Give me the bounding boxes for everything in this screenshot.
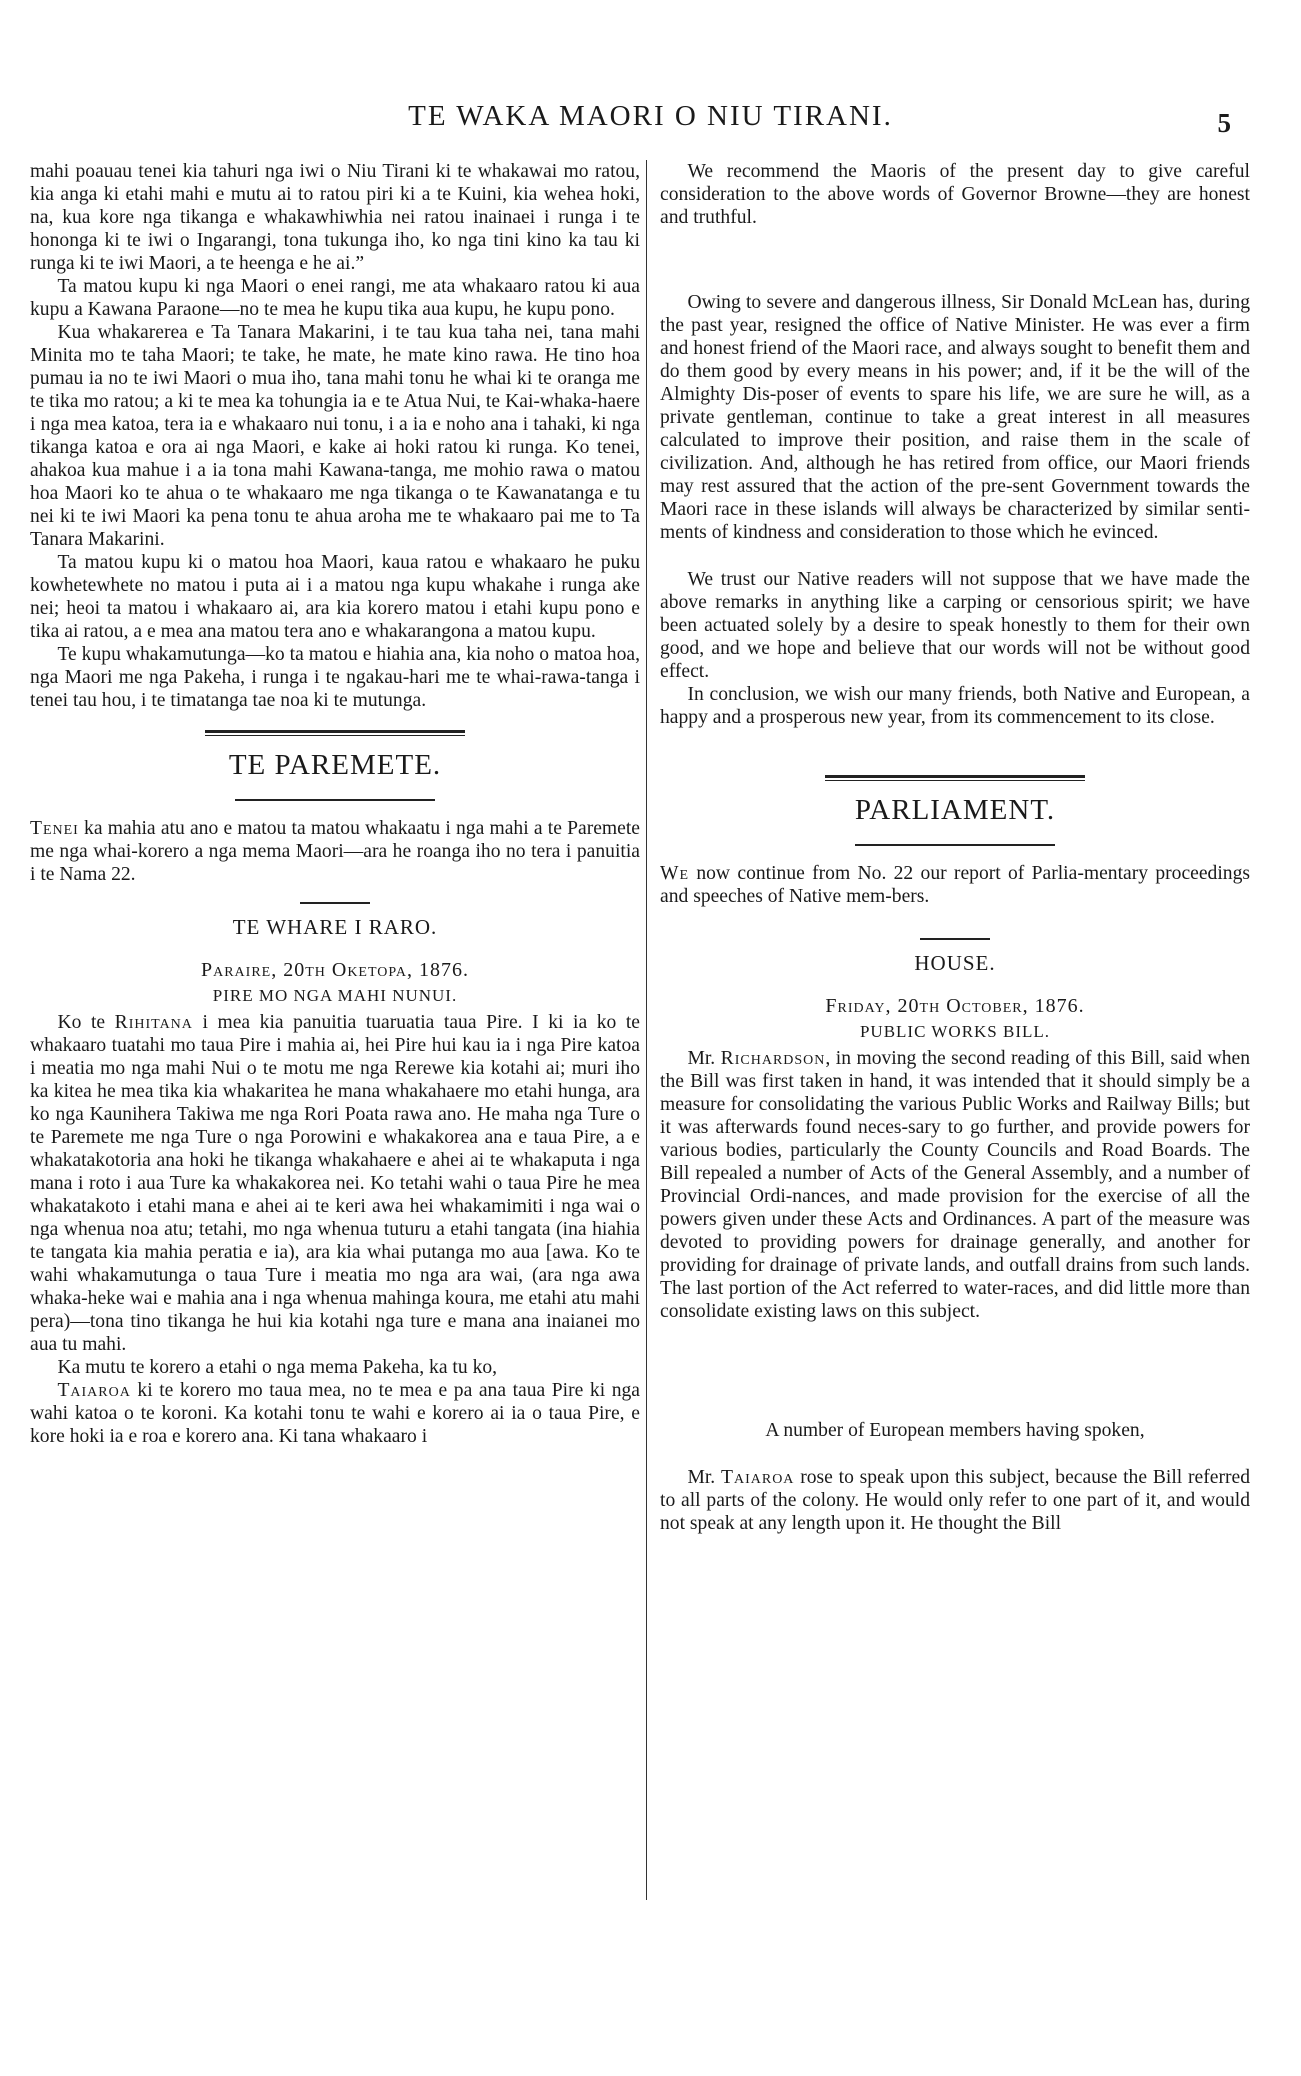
speaker-name: Rihitana [114, 1012, 193, 1033]
left-paragraph: Kua whakarerea e Ta Tanara Makarini, i te tau kua taha nei, tana mahi Minita mo te taha Maori; te take, he mate, he mate kino rawa. He tino hoa pumau ia no te iwi Maori o mua iho, tana mahi tonu he whai ki te oranga me te tika mo ratou; a ki te mea ka tohungia ia e te Atua Nui, te Kai-whaka-haere i nga mea katoa, tera ia e whakaaro nui tonu, i a ia e noho ana i tahaki, ki nga tikanga katoa e ora ai nga Maori, e kake ai hoki ratou ki runga. Ko tenei, ahakoa kua mahue i a ia tona mahi Kawana-tanga, me mohio rawa o matou hoa Maori ko te ahua o te whakaaro me nga tikanga o te Kawanatanga e tu nei ki te iwi Maori ka pena tonu te ahua aroha me te whakaaro pai me to Ta Tanara Makarini. [30, 322, 640, 550]
section-divider [205, 730, 465, 736]
section-title-paremete: TE PAREMETE. [228, 749, 442, 781]
sitting-date: Paraire, 20th Oketopa, 1876. [200, 959, 470, 981]
left-paragraph: Te kupu whakamutunga—ko ta matou e hiahia ana, kia noho o matoa hoa, nga Maori me nga Pakeha, i runga i te ngakau-hari me te whai-rawa-tanga i tenei tau hou, i te timatanga tae noa ki te mutunga. [30, 644, 640, 711]
sitting-date: Friday, 20th October, 1876. [825, 995, 1085, 1017]
text-fragment: Mr. [687, 1467, 721, 1488]
bill-title: PUBLIC WORKS BILL. [859, 1022, 1051, 1041]
left-paragraph: i mea kia panuitia tuaruatia taua Pire. I ki ia ko te whakaaro tuatahi mo taua Pire i mahia ai, hei Pire hui kau ia i nga Pire katoa i meatia mo nga mahi Nui o te motu me nga Rerewe kia kotahi ai; muri iho ka kitea he mea tika kia whakaritea he mana whakahaere mo etahi hunga, ara ko nga Kaunihera Takiwa me nga Rori Poata rawa ano. He maha nga Ture o te Paremete me nga Ture o nga Porowini e whakakorea ana e taua Pire, a e whakatakotoria ana hoki he tikanga whakahaere e ahei ai te whakaputa i nga mana i roto i aua Ture ka whakakorea nei. Ko tetahi wahi o taua Pire he mea whakatakoto i etahi mana e ahei ai te keri awa hei whakamimiti i nga wai o nga whenua noa atu; tetahi, mo nga whenua tuturu a etahi tangata (ina hiahia te tangata kia mahia peratia e ia), ara kia whai putanga mo aua [awa. Ko te wahi whakamutunga o taua Ture i meatia mo nga ara wai, (ara nga awa whaka-heke wai e mahia ana i nga whenua mahinga koura, me etahi atu mahi pera)—tona tino tikanga he hui kia kotahi nga ture e mana ana inaianei mo aua tu mahi. [30, 1012, 640, 1355]
right-paragraph: rose to speak upon this subject, because the Bill referred to all parts of the colony. He would only refer to one part of it, and would not speak at any length upon it. He thought the Bill [660, 1467, 1250, 1534]
section-divider [855, 844, 1055, 846]
speaker-name: Taiaroa [721, 1467, 795, 1488]
page-header [0, 100, 1301, 144]
right-paragraph: , in moving the second reading of this Bill, said when the Bill was first taken in hand, it was intended that it should simply be a measure for consolidating the various Public Works and Railway Bills; but it was afterwards found neces-sary to go further, and provide powers for various bodies, particularly the County Councils and Road Boards. The Bill repealed a number of Acts of the General Assembly, and a number of Provincial Ordi-nances, and made provision for the exercise of all the powers given under these Acts and Ordinances. A part of the measure was devoted to providing powers for drainage generally, and another for providing for drainage of private lands, and outfall drains from such lands. The last portion of the Act referred to water-races, and did little more than consolidate existing laws on this subject. [660, 1048, 1250, 1322]
section-divider [825, 775, 1085, 781]
left-paragraph: ka mahia atu ano e matou ta matou whakaatu i nga mahi a te Paremete me nga whai-korero a nga mema Maori—ara he roanga iho no tera i panuitia i te Nama 22. [30, 818, 640, 885]
column-divider [646, 160, 647, 1900]
page-number: 5 [1217, 108, 1231, 138]
left-paragraph: Ta matou kupu ki o matou hoa Maori, kaua ratou e whakaaro he puku kowhetewhete no matou i puta ai i a matou nga kupu whakahe i runga ake nei; heoi ta matou i whakaaro ai, ara kia korero matou i etahi kupu pono e tika ai ratou, a e mea ana matou tera ano e whakarangona a matou kupu. [30, 552, 640, 642]
left-paragraph: ki te korero mo taua mea, no te mea e pa ana taua Pire ki nga wahi katoa o te koroni. Ka kotahi tonu te wahi e korero ai ia o taua Pire, e kore hoki ia e roa e korero ana. Ki tana whakaaro i [30, 1380, 640, 1447]
right-column [660, 160, 1250, 1535]
text-fragment: Ko te [57, 1012, 115, 1033]
right-paragraph: A number of European members having spoken, [765, 1420, 1145, 1441]
right-paragraph: We recommend the Maoris of the present day to give careful consideration to the above words of Governor Browne—they are honest and truthful. [660, 161, 1250, 228]
bill-title: PIRE MO NGA MAHI NUNUI. [212, 986, 458, 1005]
text-fragment: Mr. [687, 1048, 721, 1069]
section-title-whare: TE WHARE I RARO. [232, 915, 438, 939]
section-title-house: HOUSE. [914, 951, 996, 975]
left-paragraph: Ka mutu te korero a etahi o nga mema Pakeha, ka tu ko, [57, 1357, 498, 1378]
right-paragraph: In conclusion, we wish our many friends, both Native and European, a happy and a prosperous new year, from its commencement to its close. [660, 684, 1250, 728]
right-paragraph: Owing to severe and dangerous illness, Sir Donald McLean has, during the past year, resigned the office of Native Minister. He was ever a firm and honest friend of the Maori race, and always sought to benefit them and do them good by every means in his power; and, if it be the will of the Almighty Dis-poser of events to spare his life, we are sure he will, as a private gentleman, continue to take a great interest in all measures calculated to improve their position, and raise them in the scale of civilization. And, although he has retired from office, our Maori friends may rest assured that the action of the pre-sent Government towards the Maori race in these islands will always be characterized by similar senti-ments of kindness and consideration to those which he evinced. [660, 292, 1250, 543]
section-title-parliament: PARLIAMENT. [854, 794, 1056, 826]
left-column [30, 160, 640, 1448]
lead-word: We [660, 863, 690, 884]
section-divider [235, 799, 435, 801]
left-paragraph: mahi poauau tenei kia tahuri nga iwi o Niu Tirani ki te whakawai mo ratou, kia anga ki etahi mahi e mutu ai to ratou piri ki a te Kuini, kia wehea hoki, na, kua kore nga tikanga e whakawhiwhia nei ratou inainaei i runga i te hononga ki te iwi o Ingarangi, tona tukunga iho, ko nga tini kino ka tau ki runga ki te iwi Maori, a te heenga e he ai.” [30, 161, 640, 274]
right-paragraph: now continue from No. 22 our report of Parlia-mentary proceedings and speeches of Native mem-bers. [660, 863, 1250, 907]
lead-word: Tenei [30, 818, 79, 839]
section-divider [300, 902, 370, 904]
section-divider [920, 938, 990, 940]
right-paragraph: We trust our Native readers will not suppose that we have made the above remarks in anything like a carping or censorious spirit; we have been actuated solely by a desire to speak honestly to them for their own good, and we hope and believe that our words will not be without good effect. [660, 569, 1250, 682]
newspaper-title: TE WAKA MAORI O NIU TIRANI. [408, 100, 893, 132]
speaker-name: Taiaroa [57, 1380, 131, 1401]
speaker-name: Richardson [720, 1048, 826, 1069]
left-paragraph: Ta matou kupu ki nga Maori o enei rangi, me ata whakaaro ratou ki aua kupu a Kawana Paraone—no te mea he kupu tika aua kupu, he kupu pono. [30, 276, 640, 320]
